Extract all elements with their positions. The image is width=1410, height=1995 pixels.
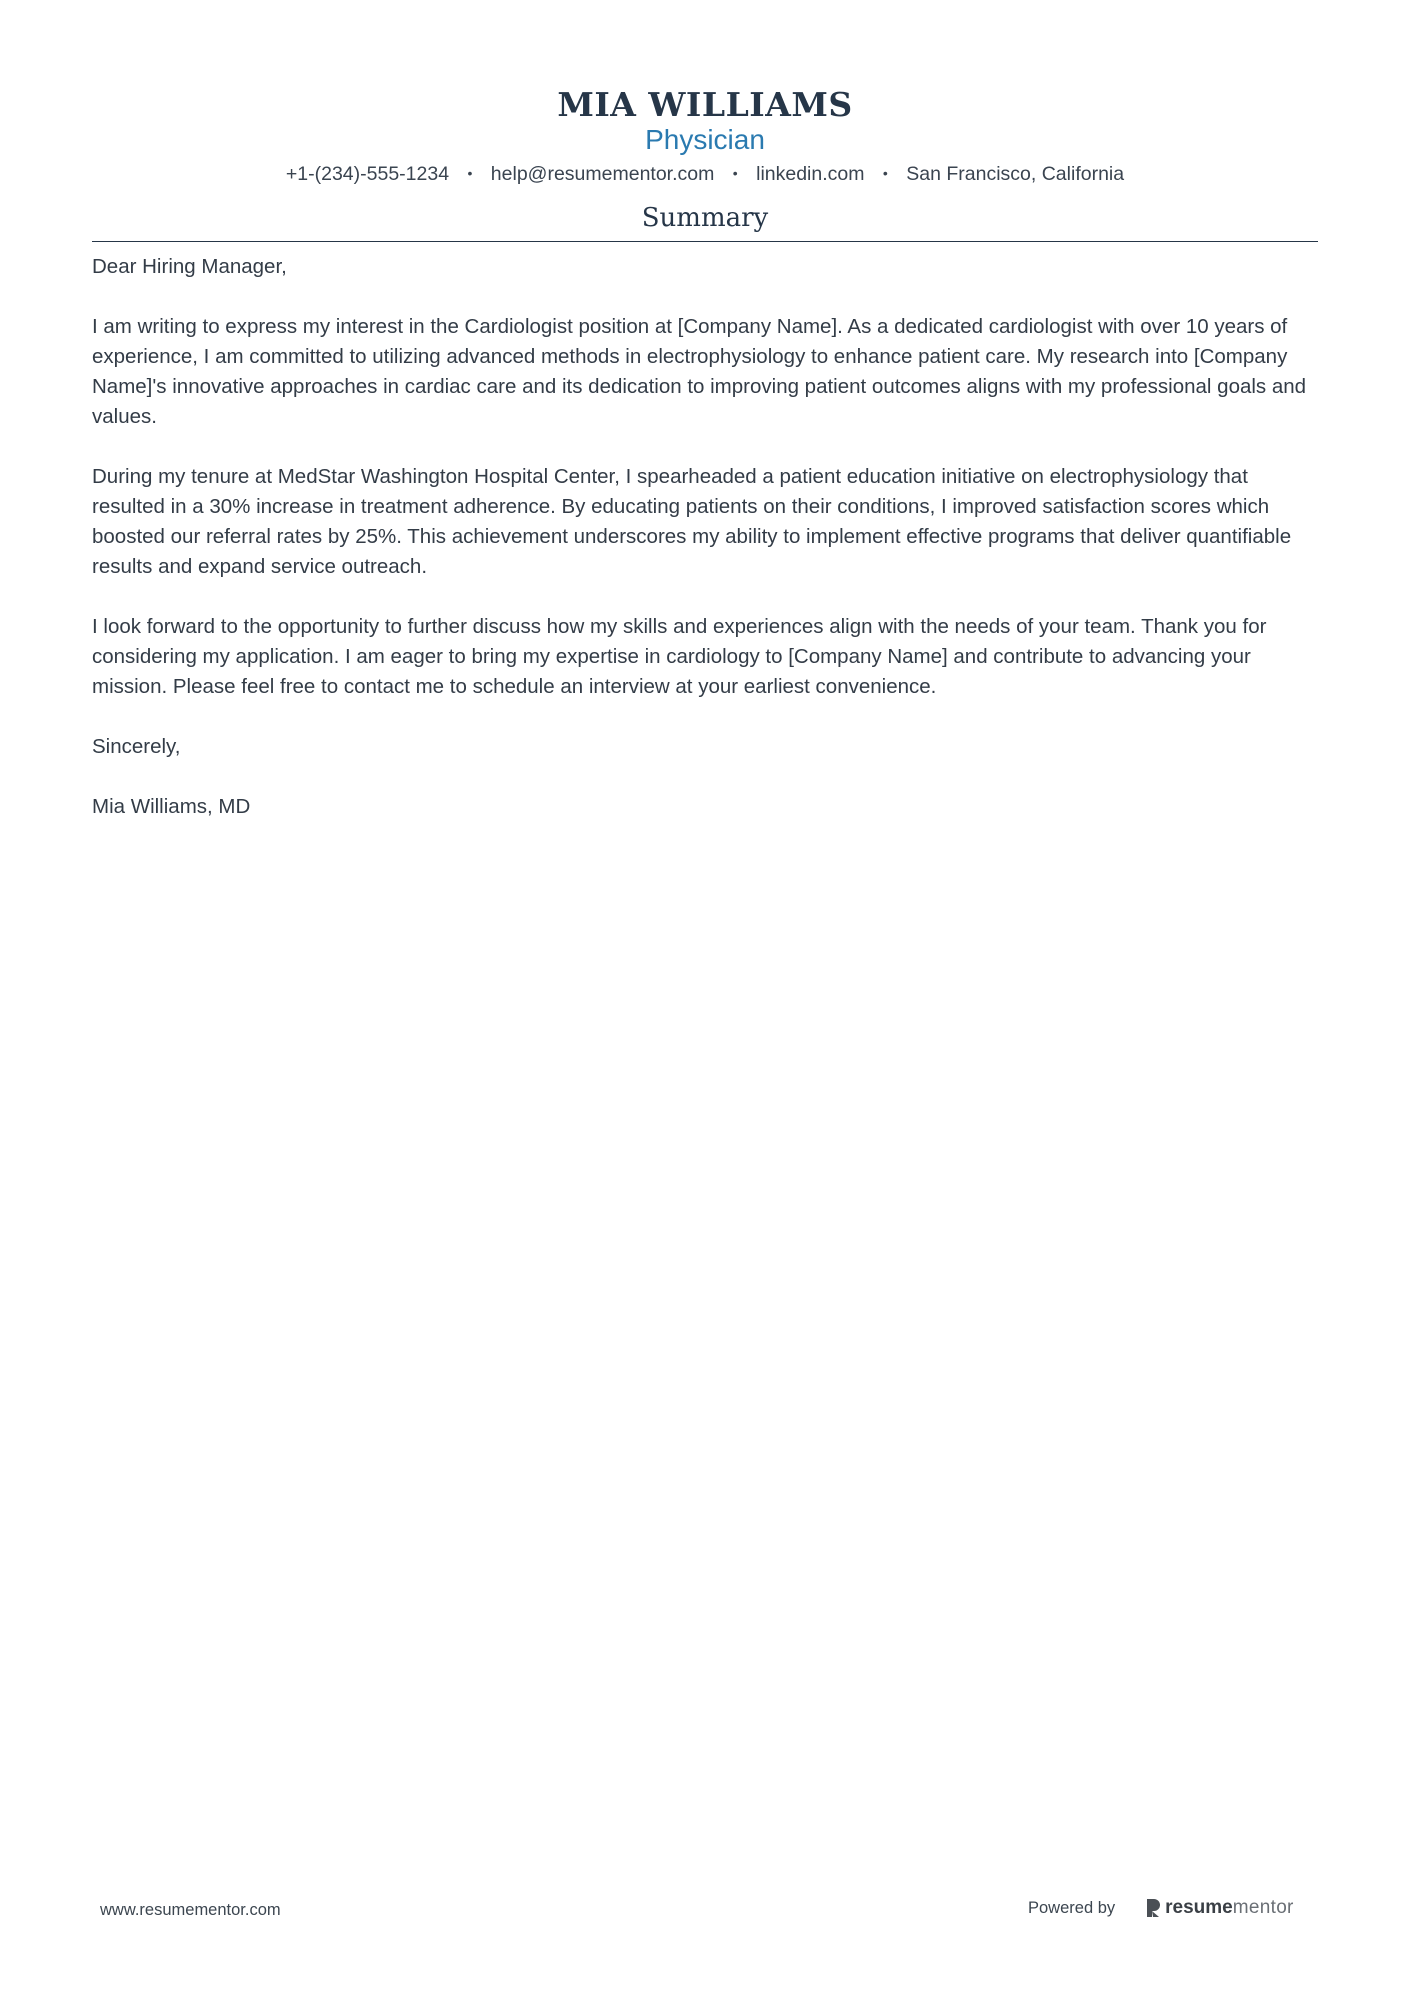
footer-branding — [1028, 1897, 1294, 1919]
contact-separator: • — [882, 165, 888, 181]
contact-email[interactable]: help@resumementor.com — [490, 163, 715, 185]
contact-linkedin[interactable]: linkedin.com — [756, 163, 865, 185]
section-heading-summary: Summary — [92, 201, 1318, 242]
letter-signature: Mia Williams, MD — [92, 795, 251, 818]
resumementor-logo[interactable] — [1145, 1897, 1294, 1919]
letter-closing: Sincerely, — [92, 735, 181, 758]
letter-body — [92, 252, 1318, 822]
cover-letter-page — [92, 0, 1318, 852]
header — [92, 0, 1318, 187]
logo-text-bold: resume — [1165, 1897, 1233, 1918]
letter-paragraph: I am writing to express my interest in the Cardiologist position at [Company Name]. As a dedicated cardiologist with over 10 years of experience, I am committed to utilizing advanced methods in electrophysiology to enhance patient care. My research into [Company Name]'s innovative approaches in cardiac care and its dedication to improving patient outcomes aligns with my professional goals and values. — [92, 315, 1307, 428]
letter-greeting: Dear Hiring Manager, — [92, 255, 287, 278]
powered-by-label: Powered by — [1028, 1898, 1116, 1917]
logo-text-light: mentor — [1232, 1897, 1294, 1918]
contact-separator: • — [732, 165, 738, 181]
contact-location: San Francisco, California — [906, 163, 1125, 185]
footer-website[interactable]: www.resumementor.com — [100, 1901, 281, 1919]
candidate-title: Physician — [645, 124, 765, 155]
resumementor-logo-icon — [1145, 1897, 1161, 1919]
letter-paragraph: I look forward to the opportunity to further discuss how my skills and experiences align with the needs of your team. Thank you for considering my application. I am eager to bring my expertise in cardiology to [Company Name] and contribute to advancing your mission. Please feel free to contact me to schedule an interview at your earliest convenience. — [92, 615, 1267, 698]
contact-separator: • — [467, 165, 473, 181]
contact-line — [92, 160, 1318, 187]
contact-phone: +1-(234)-555-1234 — [285, 163, 450, 185]
letter-paragraph: During my tenure at MedStar Washington Hospital Center, I spearheaded a patient education initiative on electrophysiology that resulted in a 30% increase in treatment adherence. By educating patients on their conditions, I improved satisfaction scores which boosted our referral rates by 25%. This achievement underscores my ability to implement effective programs that deliver quantifiable results and expand service outreach. — [92, 465, 1292, 578]
candidate-name: MIA WILLIAMS — [557, 85, 853, 124]
